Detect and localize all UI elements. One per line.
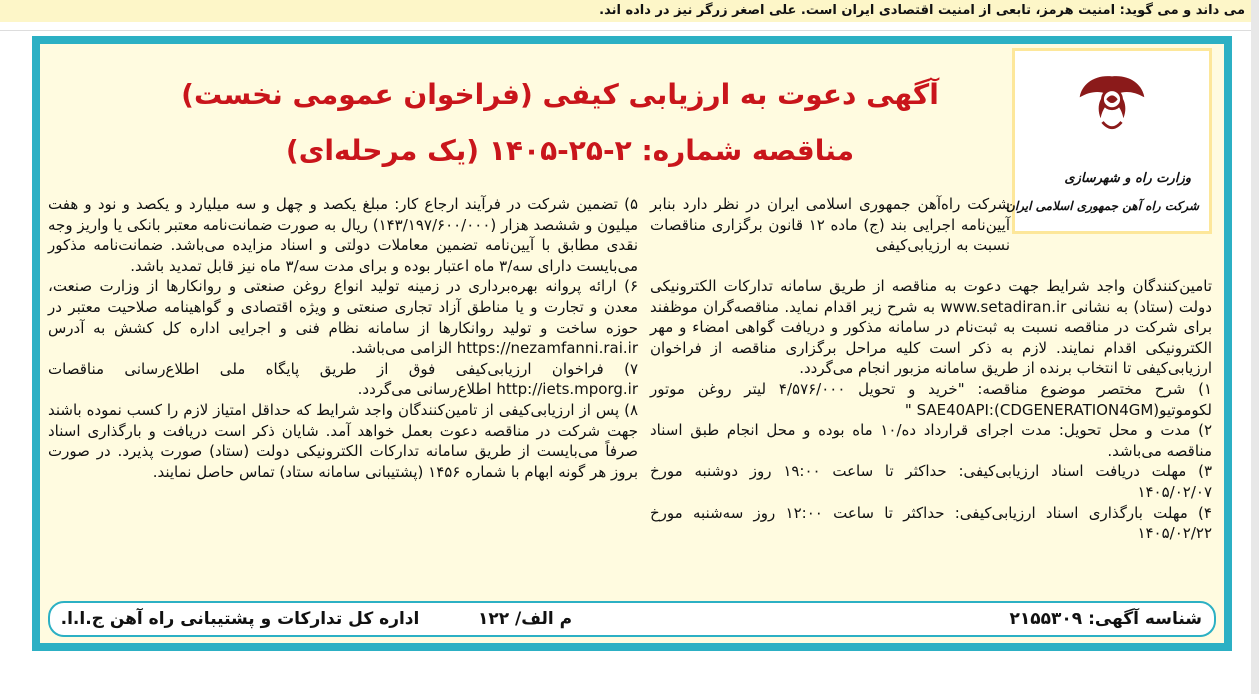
top-news-strip <box>0 0 1259 31</box>
issuing-office: اداره کل تدارکات و پشتیبانی راه آهن ج.ا.ا. <box>60 609 420 629</box>
ad-id: شناسه آگهی: ۲۱۵۵۳۰۹ <box>1009 609 1202 629</box>
railway-winged-emblem-icon <box>1074 65 1150 141</box>
tender-number: مناقصه شماره: ۲-۲۵-۱۴۰۵ (یک مرحله‌ای) <box>285 134 855 167</box>
logo-ministry-name: وزارت راه و شهرسازی <box>1064 171 1191 186</box>
item-4-upload-deadline: ۴) مهلت بارگذاری اسناد ارزیابی‌کیفی: حداکثر تا ساعت ۱۲:۰۰ روز سه‌شنبه مورخ ۱۴۰۵/۰۲/۲۲ <box>650 503 1212 543</box>
item-8-invitation: ۸) پس از ارزیابی‌کیفی از تامین‌کنندگان واجد شرایط که حداقل امتیاز لازم را کسب نموده باشند جهت شرکت در مناقصه دعوت بعمل خواهد آمد. شایان ذکر است دریافت و بارگذاری اسناد صرفاً می‌بایست از طریق سامانه تدارکات الکترونیکی دولت (ستاد) صورت پذیرد. در صورت بروز هر گونه ابهام با شماره ۱۴۵۶ (پشتیبانی سامانه ستاد) تماس حاصل نمایند. <box>48 400 638 481</box>
intro-paragraph-top: شرکت راه‌آهن جمهوری اسلامی ایران در نظر دارد بنابر آیین‌نامه اجرایی بند (ج) ماده ۱۲ قانون برگزاری مناقصات نسبت به ارزیابی‌کیفی <box>650 195 1010 255</box>
left-column <box>48 194 638 482</box>
item-1-subject: ۱) شرح مختصر موضوع مناقصه: "خرید و تحویل ۴/۵۷۶/۰۰۰ لیتر روغن موتور لکوموتیو(SAE40API:(CDGENERATION4GM " <box>650 379 1213 419</box>
item-2-duration: ۲) مدت و محل تحویل: مدت اجرای قرارداد ده/۱۰ ماه بوده و محل انجام طبق اسناد مناقصه می‌باشد. <box>650 421 1212 460</box>
item-7-announcement: ۷) فراخوان ارزیابی‌کیفی فوق از طریق پایگاه ملی اطلاع‌رسانی مناقصات http://iets.mporg.ir اطلاع‌رسانی می‌گردد. <box>48 359 638 399</box>
right-column-intro <box>650 194 1010 256</box>
top-strip-text: می داند و می گوید: امنیت هرمز، تابعی از امنیت اقتصادی ایران است. علی اصغر زرگر نیز در داده اند. <box>599 3 1245 18</box>
advertisement-body <box>40 44 1224 643</box>
right-column-body <box>650 276 1212 544</box>
logo-box <box>1006 48 1212 234</box>
logo-company-name: شرکت راه آهن جمهوری اسلامی ایران <box>1006 199 1199 213</box>
item-6-license: ۶) ارائه پروانه بهره‌برداری در زمینه تولید انواع روغن صنعتی و روانکارها از وزارت صنعت، معدن و تجارت و یا مناطق آزاد تجاری صنعتی و ویژه اقتصادی و گواهینامه صلاحیت معتبر در حوزه ساخت و تولید روانکارها از سامانه نظام فنی و اجرایی اداره کل کشش به آدرس https://nezamfanni.rai.ir الزامی می‌باشد. <box>48 277 638 358</box>
ad-footer <box>48 601 1216 637</box>
item-3-document-deadline: ۳) مهلت دریافت اسناد ارزیابی‌کیفی: حداکثر تا ساعت ۱۹:۰۰ روز دوشنبه مورخ ۱۴۰۵/۰۲/۰۷ <box>650 462 1212 501</box>
advertisement-frame <box>32 36 1232 651</box>
page-edge <box>1251 0 1259 694</box>
intro-paragraph-rest: تامین‌کنندگان واجد شرایط جهت دعوت به مناقصه از طریق سامانه تدارکات الکترونیکی دولت (ستاد) به نشانی www.setadiran.ir به شرح زیر اقدام نماید. مناقصه‌گران موظفند برای شرکت در مناقصه نسبت به ثبت‌نام در سامانه مذکور و دریافت گواهی امضاء و مهر الکترونیکی اقدام نمایند. لازم به ذکر است کلیه مراحل برگزاری مناقصه از فراخوان ارزیابی‌کیفی تا انتخاب برنده از طریق سامانه مزبور انجام می‌گردد. <box>650 277 1212 378</box>
ad-code: م الف/ ۱۲۲ <box>477 609 573 629</box>
ad-title: آگهی دعوت به ارزیابی کیفی (فراخوان عمومی نخست) <box>181 78 939 111</box>
item-5-guarantee: ۵) تضمین شرکت در فرآیند ارجاع کار: مبلغ یکصد و چهل و سه میلیارد و یکصد و نود و هفت میلیون و ششصد هزار (۱۴۳/۱۹۷/۶۰۰/۰۰۰) ریال به صورت ضمانت‌نامه معتبر بانکی یا واریز وجه نقدی مطابق با آیین‌نامه تضمین معاملات دولتی و اسناد مزایده می‌باشد. ضمانت‌نامه مذکور می‌بایست دارای سه/۳ ماه اعتبار بوده و برای مدت سه/۳ ماه نیز قابل تمدید باشد. <box>48 195 639 275</box>
